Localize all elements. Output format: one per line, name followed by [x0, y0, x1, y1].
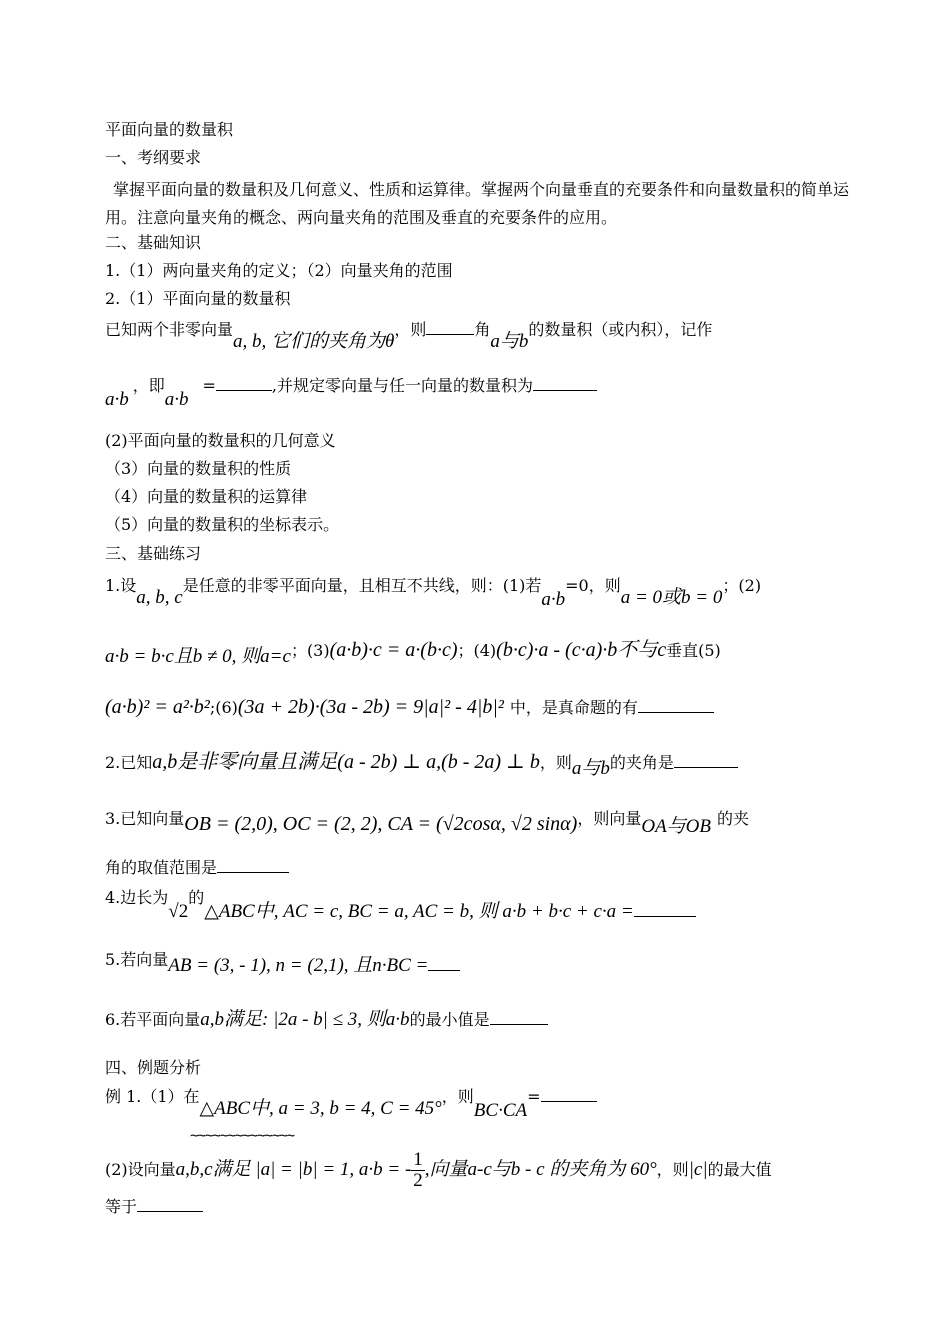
blank-4 [638, 698, 714, 713]
section-3-heading: 三、基础练习 [105, 544, 202, 563]
fraction-denominator: 2 [413, 1170, 423, 1191]
q3-text-d: 角的取值范围是 [105, 858, 218, 877]
section-1-heading: 一、考纲要求 [105, 148, 202, 167]
practice-5 [105, 950, 460, 976]
e2-text-a: (2)设向量 [105, 1160, 176, 1179]
p2-math-3: (b∙c)∙a - (c∙a)∙b不与c [496, 639, 667, 661]
requirement-text: 掌握平面向量的数量积及几何意义、性质和运算律。掌握两个向量垂直的充要条件和向量数量积的简单运用。注意向量夹角的概念、两向量夹角的范围及垂直的充要条件的应用。 [105, 180, 850, 227]
fraction-numerator: 1 [413, 1149, 423, 1170]
practice-1-line-1 [105, 576, 762, 610]
example-1 [105, 1087, 597, 1121]
q3-math-2: OA与OB [641, 816, 711, 837]
q3-text-b: ，则向量 [577, 809, 642, 828]
p1-text-d: ；(2) [722, 576, 762, 595]
blank-9 [490, 1010, 548, 1025]
blank-5 [674, 753, 738, 768]
p1-text-b: 是任意的非零平面向量，且相互不共线，则：(1)若 [182, 576, 542, 595]
e1-text-a: 例 1.（1）在 [105, 1087, 200, 1106]
e1-math-2: BC∙CA [473, 1100, 528, 1121]
q6-math: a,b满足: |2a - b| ≤ 3, 则a∙b [200, 1009, 410, 1030]
p1-math: a, b, c [136, 587, 183, 608]
p1-text-a: 1.设 [105, 576, 137, 595]
example-1-part-2-line-2 [105, 1197, 203, 1217]
k4-text-b: = [202, 376, 216, 395]
k3-math: a, b, 它们的夹角为θ [233, 331, 395, 352]
knowledge-8: （5）向量的数量积的坐标表示。 [105, 515, 340, 534]
knowledge-5: (2)平面向量的数量积的几何意义 [105, 431, 336, 450]
e2-text-b: ，则 [656, 1160, 689, 1179]
k4-text-a: ，即 [132, 376, 165, 395]
fraction [411, 1150, 425, 1191]
k3-text-c: 角 [474, 320, 491, 339]
blank-10 [541, 1087, 597, 1102]
k4-text-c: ,并规定零向量与任一向量的数量积为 [271, 376, 534, 395]
k4-math: a∙b [105, 389, 129, 410]
practice-6 [105, 1010, 548, 1030]
q4-text-a: 4.边长为 [105, 888, 169, 907]
section-2-heading: 二、基础知识 [105, 233, 202, 252]
practice-4 [105, 888, 696, 922]
q2-text-b: ，则 [539, 753, 572, 772]
e1-math: △ABC中, a = 3, b = 4, C = 45° [199, 1098, 442, 1119]
p1-math-2: a∙b [541, 589, 566, 610]
q4-math: √2 [168, 901, 189, 922]
practice-1-line-3 [105, 697, 714, 718]
q2-math-2: a与b [571, 758, 610, 779]
p3-text-a: ;(6) [209, 698, 238, 717]
p2-math: a∙b = b∙c且b ≠ 0, 则a=c [105, 646, 291, 667]
q6-text-b: 的最小值是 [409, 1010, 490, 1029]
k4-math-2: a∙b [164, 389, 189, 410]
knowledge-3-line [105, 320, 713, 352]
e2-math-3: |c| [688, 1159, 708, 1180]
e2-math-2: ,向量a-c与b - c 的夹角为 60° [424, 1159, 657, 1180]
blank-3 [533, 376, 597, 391]
practice-3-line-2 [105, 858, 289, 878]
q3-text-a: 3.已知向量 [105, 809, 185, 828]
p1-math-3: a = 0或b = 0 [620, 587, 723, 608]
q5-math: AB = (3, - 1), n = (2,1), 且n∙BC = [168, 955, 429, 976]
practice-1-line-2 [105, 639, 721, 667]
blank-1 [426, 320, 474, 335]
p3-math: (a∙b)² = a²∙b² [105, 696, 210, 718]
p3-text-b: 中，是真命题的有 [509, 698, 638, 717]
knowledge-6: （3）向量的数量积的性质 [105, 459, 292, 478]
q4-text-b: 的 [188, 888, 205, 907]
k3-text-b: ，则 [394, 320, 427, 339]
p1-text-c: =0，则 [565, 576, 621, 595]
q2-text-a: 2.已知 [105, 753, 153, 772]
e1-text-b: ，则 [441, 1087, 474, 1106]
e2-math: a,b,c满足 |a| = |b| = 1, a∙b = - [175, 1159, 412, 1180]
k3-math-2: a与b [490, 331, 529, 352]
q2-math: a,b是非零向量且满足(a - 2b) ⊥ a,(b - 2a) ⊥ b [152, 751, 540, 773]
e2-text-c: 的最大值 [707, 1160, 772, 1179]
e1-text-c: = [527, 1087, 541, 1106]
section-4-heading: 四、例题分析 [105, 1058, 202, 1077]
blank-11 [137, 1197, 203, 1212]
blank-6 [217, 858, 289, 873]
k3-text-d: 的数量积（或内积），记作 [528, 320, 713, 339]
p2-text-a: ；(3) [290, 641, 330, 660]
blank-2 [216, 376, 272, 391]
knowledge-1: 1.（1）两向量夹角的定义；（2）向量夹角的范围 [105, 261, 453, 280]
knowledge-7: （4）向量的数量积的运算律 [105, 487, 308, 506]
example-1-part-2 [105, 1150, 772, 1191]
q6-text-a: 6.若平面向量 [105, 1010, 201, 1029]
practice-3-line-1 [105, 808, 750, 837]
k3-text-a: 已知两个非零向量 [105, 320, 234, 339]
doc-title: 平面向量的数量积 [105, 120, 234, 139]
p3-math-2: (3a + 2b)∙(3a - 2b) = 9|a|² - 4|b|² [237, 696, 504, 718]
q4-math-2: △ABC中, AC = c, BC = a, AC = b, 则 a∙b + b∙c + c∙a = [204, 901, 634, 922]
knowledge-4-line [105, 376, 597, 410]
q3-text-c: 的夹 [717, 809, 750, 828]
tilde-row: ~~~~~~~~~~~~~~ [190, 1128, 295, 1144]
practice-2 [105, 751, 738, 779]
blank-8 [428, 956, 460, 971]
q3-math: OB = (2,0), OC = (2, 2), CA = (√2cosα, √2 sinα) [184, 813, 578, 835]
p2-text-b: ；(4) [457, 641, 497, 660]
q5-text-a: 5.若向量 [105, 950, 169, 969]
knowledge-2: 2.（1）平面向量的数量积 [105, 289, 291, 308]
e2-text-d: 等于 [105, 1197, 138, 1216]
p2-math-2: (a∙b)∙c = a∙(b∙c) [329, 639, 458, 661]
blank-7 [634, 902, 696, 917]
q2-text-c: 的夹角是 [609, 753, 674, 772]
p2-text-c: 垂直(5) [666, 641, 721, 660]
